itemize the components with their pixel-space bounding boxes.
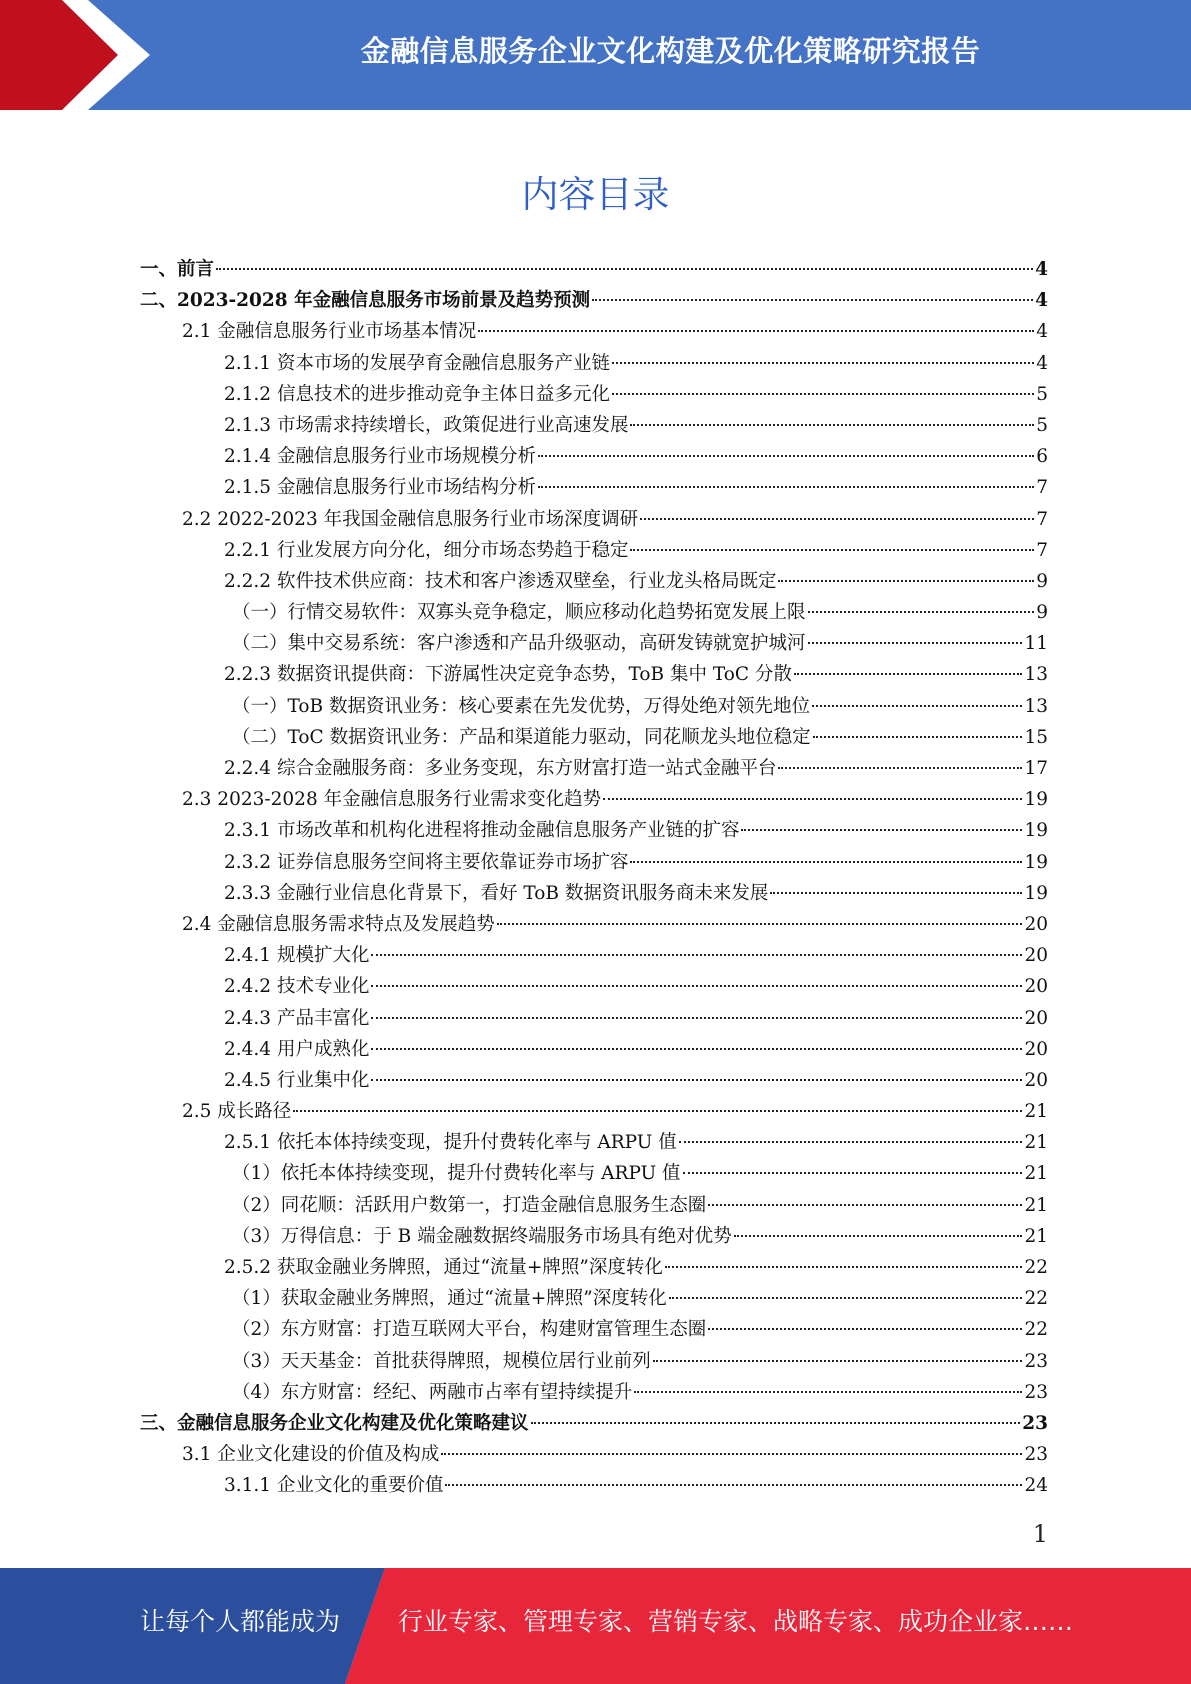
toc-entry[interactable] [140,1377,1048,1408]
toc-entry[interactable] [140,1065,1048,1096]
toc-entry[interactable] [140,909,1048,940]
toc-entry-page: 5 [1036,383,1048,405]
toc-entry[interactable] [140,691,1048,722]
toc-dot-leader [478,330,1034,332]
table-of-contents [140,254,1048,1502]
toc-entry[interactable] [140,628,1048,659]
toc-dot-leader [216,268,1033,270]
toc-entry-text: 2.5 成长路径 [182,1101,292,1123]
toc-entry[interactable] [140,1034,1048,1065]
toc-entry-page: 23 [1022,1412,1048,1434]
page-header-banner [0,0,1191,110]
toc-dot-leader [630,549,1034,551]
toc-entry-page: 4 [1035,290,1048,312]
toc-entry-text: 2.1 金融信息服务行业市场基本情况 [182,321,477,343]
toc-dot-leader [741,829,1022,831]
toc-entry-page: 13 [1024,664,1048,686]
toc-entry[interactable] [140,971,1048,1002]
toc-entry-text: 2.1.2 信息技术的进步推动竞争主体日益多元化 [224,383,610,405]
toc-entry-page: 19 [1024,882,1048,904]
toc-entry-text: 2.1.4 金融信息服务行业市场规模分析 [224,446,536,468]
toc-entry-page: 22 [1024,1319,1048,1341]
toc-dot-leader [770,892,1022,894]
toc-dot-leader [371,1048,1022,1050]
toc-entry[interactable] [140,504,1048,535]
toc-entry-text: 2.4 金融信息服务需求特点及发展趋势 [182,913,495,935]
toc-entry-page: 23 [1024,1381,1048,1403]
toc-entry-text: 2.1.3 市场需求持续增长，政策促进行业高速发展 [224,414,629,436]
toc-dot-leader [441,1453,1022,1455]
toc-entry-page: 19 [1024,789,1048,811]
toc-entry-text: （1）依托本体持续变现，提升付费转化率与 ARPU 值 [232,1163,681,1185]
toc-entry[interactable] [140,784,1048,815]
toc-entry-text: （二）ToC 数据资讯业务：产品和渠道能力驱动，同花顺龙头地位稳定 [232,726,811,748]
toc-entry-page: 20 [1024,945,1048,967]
toc-entry-page: 4 [1036,352,1048,374]
toc-entry-page: 17 [1024,758,1048,779]
toc-entry[interactable] [140,940,1048,971]
toc-dot-leader [812,705,1022,707]
toc-dot-leader [371,1017,1022,1019]
toc-entry[interactable] [140,753,1048,784]
toc-entry-page: 11 [1024,633,1048,655]
toc-entry[interactable] [140,1470,1048,1501]
toc-dot-leader [669,1297,1023,1299]
toc-entry-text: （一）ToB 数据资讯业务：核心要素在先发优势，万得处绝对领先地位 [232,695,811,717]
toc-dot-leader [630,861,1022,863]
toc-entry[interactable] [140,1221,1048,1252]
toc-dot-leader [538,455,1034,457]
toc-dot-leader [808,642,1023,644]
toc-entry-text: （3）万得信息：于 B 端金融数据终端服务市场具有绝对优势 [232,1225,732,1247]
toc-entry-page: 24 [1024,1475,1048,1497]
toc-entry[interactable] [140,659,1048,690]
toc-entry-page: 20 [1024,1007,1048,1029]
toc-entry-text: 一、前言 [140,259,215,280]
toc-entry-page: 20 [1024,976,1048,998]
report-title: 金融信息服务企业文化构建及优化策略研究报告 [360,34,981,68]
toc-dot-leader [665,1266,1023,1268]
toc-entry[interactable] [140,1314,1048,1345]
toc-entry[interactable] [140,1190,1048,1221]
toc-entry[interactable] [140,441,1048,472]
toc-entry[interactable] [140,847,1048,878]
toc-entry-page: 5 [1036,414,1048,436]
toc-entry-page: 13 [1024,695,1048,717]
toc-entry-text: 2.3 2023-2028 年金融信息服务行业需求变化趋势 [182,789,602,811]
toc-dot-leader [653,1360,1023,1362]
toc-entry[interactable] [140,379,1048,410]
toc-entry[interactable] [140,1096,1048,1127]
toc-entry-text: 2.3.2 证券信息服务空间将主要依靠证券市场扩容 [224,851,629,873]
toc-dot-leader [531,1422,1021,1424]
toc-entry-page: 21 [1024,1101,1048,1123]
toc-entry-text: 2.1.5 金融信息服务行业市场结构分析 [224,477,536,499]
toc-entry-page: 7 [1036,539,1048,561]
toc-dot-leader [371,985,1022,987]
toc-entry[interactable] [140,1408,1048,1439]
toc-entry-page: 21 [1024,1163,1048,1185]
toc-entry-page: 22 [1024,1288,1048,1310]
toc-entry-text: 2.4.2 技术专业化 [224,976,370,998]
toc-entry[interactable] [140,472,1048,503]
toc-dot-leader [683,1172,1023,1174]
toc-entry[interactable] [140,348,1048,379]
toc-entry-text: （4）东方财富：经纪、两融市占率有望持续提升 [232,1381,633,1403]
toc-dot-leader [634,1391,1022,1393]
toc-entry-page: 19 [1024,820,1048,842]
toc-dot-leader [293,1110,1022,1112]
toc-entry-text: 2.1.1 资本市场的发展孕育金融信息服务产业链 [224,352,610,374]
toc-entry-text: （1）获取金融业务牌照，通过“流量+牌照”深度转化 [232,1288,667,1310]
toc-entry-page: 21 [1024,1194,1048,1216]
toc-entry-page: 19 [1024,851,1048,873]
toc-entry[interactable] [140,878,1048,909]
toc-dot-leader [778,580,1034,582]
toc-entry[interactable] [140,1127,1048,1158]
toc-entry[interactable] [140,815,1048,846]
toc-entry-page: 4 [1035,259,1048,280]
toc-entry-text: 2.3.3 金融行业信息化背景下，看好 ToB 数据资讯服务商未来发展 [224,882,769,904]
page-footer-banner [0,1568,1191,1684]
toc-dot-leader [640,518,1034,520]
toc-dot-leader [592,299,1033,301]
toc-entry-page: 23 [1024,1444,1048,1466]
toc-entry-text: 2.4.4 用户成熟化 [224,1038,370,1060]
toc-entry-text: 2.2.4 综合金融服务商：多业务变现，东方财富打造一站式金融平台 [224,758,777,779]
toc-entry-text: （二）集中交易系统：客户渗透和产品升级驱动，高研发铸就宽护城河 [232,633,806,655]
toc-entry-page: 9 [1036,570,1048,592]
toc-dot-leader [708,1204,1022,1206]
toc-dot-leader [734,1235,1023,1237]
toc-dot-leader [538,486,1034,488]
toc-entry[interactable] [140,285,1048,316]
toc-entry-text: 2.4.5 行业集中化 [224,1069,370,1091]
toc-dot-leader [778,767,1022,769]
toc-dot-leader [808,611,1035,613]
toc-dot-leader [679,1141,1023,1143]
toc-entry-text: 2.3.1 市场改革和机构化进程将推动金融信息服务产业链的扩容 [224,820,740,842]
toc-entry[interactable] [140,410,1048,441]
toc-dot-leader [445,1484,1022,1486]
toc-entry-text: （一）行情交易软件：双寡头竞争稳定，顺应移动化趋势拓宽发展上限 [232,602,806,624]
toc-dot-leader [497,923,1023,925]
toc-entry-text: （2）同花顺：活跃用户数第一，打造金融信息服务生态圈 [232,1194,707,1216]
toc-entry-text: 2.2 2022-2023 年我国金融信息服务行业市场深度调研 [182,508,639,530]
toc-entry-text: （3）天天基金：首批获得牌照，规模位居行业前列 [232,1350,651,1372]
toc-entry-page: 6 [1036,446,1048,468]
footer-slogan-right: 行业专家、管理专家、营销专家、战略专家、成功企业家…… [398,1607,1074,1636]
toc-dot-leader [630,424,1034,426]
toc-entry[interactable] [140,1003,1048,1034]
toc-entry-text: 2.2.2 软件技术供应商：技术和客户渗透双壁垒，行业龙头格局既定 [224,570,777,592]
toc-dot-leader [813,736,1023,738]
toc-entry-page: 9 [1036,602,1048,624]
toc-entry-text: 3.1.1 企业文化的重要价值 [224,1475,444,1497]
page-number: 1 [1032,1520,1048,1548]
toc-entry[interactable] [140,722,1048,753]
toc-entry-page: 23 [1024,1350,1048,1372]
toc-entry-text: 2.5.2 获取金融业务牌照，通过“流量+牌照”深度转化 [224,1257,663,1278]
toc-entry[interactable] [140,1252,1048,1283]
toc-entry-page: 7 [1036,508,1048,530]
toc-heading: 内容目录 [521,173,670,216]
toc-entry-text: 2.4.1 规模扩大化 [224,945,370,967]
toc-entry-page: 21 [1024,1225,1048,1247]
toc-entry-text: 三、金融信息服务企业文化构建及优化策略建议 [140,1412,529,1434]
toc-entry-text: 2.2.1 行业发展方向分化，细分市场态势趋于稳定 [224,539,629,561]
toc-entry-page: 7 [1036,477,1048,499]
toc-entry[interactable] [140,597,1048,628]
toc-entry-page: 15 [1024,726,1048,748]
toc-dot-leader [612,393,1034,395]
toc-entry-text: 2.2.3 数据资讯提供商：下游属性决定竞争态势，ToB 集中 ToC 分散 [224,664,792,686]
footer-slogan-left: 让每个人都能成为 [140,1607,341,1636]
toc-entry-page: 21 [1024,1132,1048,1154]
toc-entry[interactable] [140,1283,1048,1314]
toc-dot-leader [603,798,1022,800]
toc-entry[interactable] [140,566,1048,597]
toc-entry[interactable] [140,254,1048,285]
toc-entry-text: 2.5.1 依托本体持续变现，提升付费转化率与 ARPU 值 [224,1132,677,1154]
toc-dot-leader [371,1079,1022,1081]
toc-dot-leader [371,954,1022,956]
toc-entry-text: 二、2023-2028 年金融信息服务市场前景及趋势预测 [140,290,591,312]
toc-entry[interactable] [140,1346,1048,1377]
toc-entry-text: （2）东方财富：打造互联网大平台，构建财富管理生态圈 [232,1319,707,1341]
toc-entry[interactable] [140,535,1048,566]
toc-dot-leader [612,362,1034,364]
toc-entry[interactable] [140,1439,1048,1470]
toc-entry-page: 20 [1024,1069,1048,1091]
toc-entry-text: 2.4.3 产品丰富化 [224,1007,370,1029]
toc-dot-leader [708,1328,1022,1330]
toc-entry-page: 22 [1024,1257,1048,1278]
toc-dot-leader [794,673,1023,675]
toc-entry-page: 20 [1024,913,1048,935]
toc-entry-page: 20 [1024,1038,1048,1060]
toc-entry[interactable] [140,1158,1048,1189]
toc-entry-page: 4 [1036,321,1048,343]
toc-entry[interactable] [140,316,1048,347]
toc-entry-text: 3.1 企业文化建设的价值及构成 [182,1444,440,1466]
